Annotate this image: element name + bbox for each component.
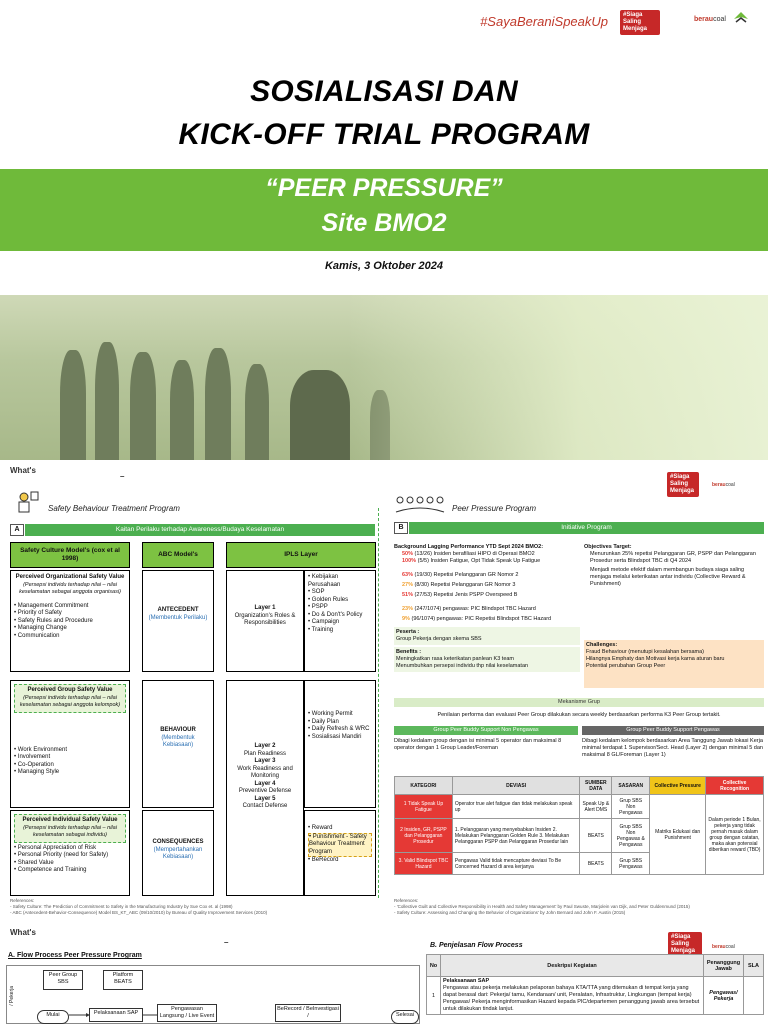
list-item: • Personal Priority (need for Safety) [14, 852, 126, 860]
nonpengawas-header: Group Peer Buddy Support Non Pengawas [394, 726, 578, 735]
list-item: • Competence and Training [14, 867, 126, 875]
list-item: • Reward [308, 825, 372, 833]
title-line-2: KICK-OFF TRIAL PROGRAM [178, 118, 590, 151]
subtitle-band [0, 169, 768, 251]
cell-sasaran: Grup SBS Pengawas [612, 853, 650, 875]
layer1-desc: Organization's Roles & Responsibilities [234, 612, 296, 626]
mulai-node: Mulai [37, 1010, 69, 1024]
org-safety-desc: (Persepsi individu terhadap nilai – nilai keselamatan sebagai anggota organisasi) [19, 581, 121, 595]
whats-label-2: What's [10, 928, 36, 937]
th-pressure: Collective Pressure [650, 777, 706, 795]
bg-pct: 27% [402, 582, 414, 588]
people-group-icon [394, 494, 446, 516]
bg-item [402, 616, 580, 623]
th-recognition: Collective Recognition [706, 777, 764, 795]
beraucoal-logo-small-2 [712, 944, 735, 950]
layer2-desc: Plan Readiness [243, 750, 287, 757]
bg-pct: 63% [402, 572, 414, 578]
bg-text: (5/5) Insiden Fatigue, Opt Tidak Speak Up Fatigue [417, 558, 541, 564]
row-title: Pelaksanaan SAP [443, 978, 490, 984]
cell-no: 1 [427, 977, 441, 1015]
bg-item [402, 592, 580, 599]
challenges-title: Challenges: [586, 642, 618, 648]
bg-pct: 23% [402, 606, 414, 612]
whats-dash-2: – [224, 938, 229, 947]
beraucoal-logo [694, 16, 726, 23]
list-item: • Daily Plan [308, 719, 372, 727]
list-item: • SOP [308, 589, 372, 597]
group-safety-value-cell [10, 680, 130, 808]
pengawas-header: Group Peer Buddy Support Pengawas [582, 726, 764, 735]
th-sla: SLA [744, 955, 764, 977]
benefits-title: Benefits : [396, 649, 422, 655]
divider-line [378, 508, 379, 898]
cell-sasaran: Grup SBS Non Pengawas & Pengawas [612, 819, 650, 853]
list-item: • Kebijakan Perusahaan [308, 574, 372, 589]
left-section-title: Safety Behaviour Treatment Program [48, 504, 180, 513]
layer3-ipls-cell [304, 810, 376, 896]
th-kategori: KATEGORI [395, 777, 453, 795]
berecord-node: BeRecord / BeInvestigasi / [275, 1004, 341, 1022]
brand-name-2: coal [713, 16, 726, 23]
siaga-badge-small-2: #Siaga Saling Menjaga [668, 932, 702, 957]
behaviour-cell [142, 680, 214, 808]
list-item: • Work Environment [14, 747, 126, 755]
cell-kategori: 3. Valid Blindspot TBC Hazard [395, 853, 453, 875]
antecedent-cell [142, 570, 214, 672]
bg-text: (19/30) Repetisi Pelanggaran GR Nomor 2 [414, 572, 519, 578]
list-item: Menurunkan 25% repetisi Pelanggaran GR, PSPP dan Pelanggaran Prosedur serta Blindspot TBC di Q4 2024 [590, 551, 756, 564]
siaga-badge-small: #Siaga Saling Menjaga [667, 472, 699, 497]
antecedent-sub: (Membentuk Perilaku) [148, 614, 208, 621]
cell-sumber: Speak Up & Alert DMS [580, 795, 612, 819]
references-left: References: - Safety Culture: The Prediction of Commitment to Safety in the Manufacturing Industry by Sue Cox et. al (1998) - ABC (Antecedent-Behavior-Consequence) Model BS_KT_ABC (09/10/2010) by Bureau of Quality Improvement Services (2010) [10, 898, 268, 915]
cell-recognition: Dalam periode 1 Bulan, pekerja yang tidak pernah masuk dalam group dengan catatan, maka akan potensial diberikan reward (TBD) [706, 795, 764, 875]
panel-a-header: Kaitan Perilaku terhadap Awareness/Budaya Keselamatan [25, 524, 375, 536]
col-ipls-layer: IPLS Layer [226, 542, 376, 568]
panel-b-label: B [394, 522, 408, 534]
list-item: • Training [308, 627, 372, 635]
mekanisme-header: Mekanisme Grup [394, 698, 764, 707]
cell-kategori: 2 Insiden, GR, PSPP dan Pelanggaran Prosedur [395, 819, 453, 853]
layer1-label: Layer 1 [254, 605, 276, 611]
bg-text: (27/53) Repetisi Jenis PSPP Overspeed B [414, 592, 518, 598]
deviation-table [394, 776, 764, 875]
list-item: Menjadi metode efektif dalam membangun budaya siaga saling menjaga melalui keterikatan antar individu (Collective Reward & Punishment) [590, 567, 746, 587]
list-item: • Managing Style [14, 769, 126, 777]
consequences-sub: (Mempertahankan Kebiasaan) [153, 846, 203, 860]
list-item-highlight: • Punishment - Safety Behaviour Treatment Program [308, 833, 372, 858]
individual-safety-value-cell [10, 810, 130, 896]
list-item: • Personal Appreciation of Risk [14, 845, 126, 853]
layers-2-5-cell [226, 680, 304, 896]
brand-name: berau [694, 16, 714, 23]
selesai-node: Selesai [391, 1010, 419, 1024]
bg-item [402, 606, 580, 613]
top-bar [0, 0, 768, 42]
flow-diagram [6, 965, 420, 1024]
benefits-box [394, 647, 580, 672]
platform-node: Platform BEATS [103, 970, 143, 990]
cell-kategori: 1 Tidak Speak Up Fatigue [395, 795, 453, 819]
consequences-label: CONSEQUENCES [152, 839, 204, 845]
bg-list [394, 551, 580, 623]
layer5-desc: Contact Defense [242, 803, 288, 809]
beraucoal-emblem-icon [733, 9, 749, 25]
bg-pct: 100% [402, 558, 417, 564]
pelaksanaan-sap-node: Pelaksanaan SAP [89, 1008, 143, 1022]
bg-item [402, 551, 580, 558]
cell-sumber: BEATS [580, 853, 612, 875]
bg-item [402, 558, 580, 565]
table-row [427, 977, 764, 1015]
lane-label: / Pekerja [9, 986, 15, 1006]
cell-pressure: Matriks Edukasi dan Punishment [650, 795, 706, 875]
list-item: • Sosialisasi Mandiri [308, 734, 372, 742]
list-item: • Involvement [14, 754, 126, 762]
peserta-text: Group Pekerja dengan skema SBS [396, 636, 482, 642]
behaviour-label: BEHAVIOUR [160, 727, 196, 733]
bg-text: (8/30) Repetisi Pelanggaran GR Nomor 3 [414, 582, 516, 588]
group-safety-desc: (Persepsi individu terhadap nilai – nilai keselamatan sebagai anggota kelompok) [19, 694, 121, 708]
flow-title: A. Flow Process Peer Pressure Program [8, 952, 142, 959]
th-desc: Deskripsi Kegiatan [441, 955, 704, 977]
cell-pj: Pengawas/ Pekerja [704, 977, 744, 1015]
list-item: • Campaign [308, 619, 372, 627]
pengawas-desc: Dibagi kedalam kelompok berdasarkan Area Tanggung Jawab lokasi Kerja minimal terdapat 1 Supervisor/Sect. Head (Layer 2) dengan minimal 5 dan maksimal 8 GL/Foreman (Layer 1) [582, 738, 763, 758]
list-item: Meningkatkan rasa keterikatan panlean K3 team [396, 656, 515, 662]
bg-text: (13/26) Insiden berafiliasi HIPO di Operasi BMO2 [414, 551, 535, 557]
peserta-title: Peserta : [396, 629, 420, 635]
bg-title: Background Lagging Performance YTD Sept 2024 BMO2: [394, 544, 544, 550]
th-sumber: SUMBER DATA [580, 777, 612, 795]
org-safety-title: Perceived Organizational Safety Value [15, 574, 125, 580]
bg-item [402, 582, 580, 589]
group-safety-box [14, 684, 126, 713]
mekanisme-desc: Penilaian performa dan evaluasi Peer Group dilakukan secara weekly berdasarkan performa K3 Peer Group tertakit. [437, 712, 721, 718]
objectives-panel [584, 544, 764, 588]
bg-text: (247/1074) pengawas: PIC Blindspot TBC Hazard [414, 606, 536, 612]
worker-icon [14, 490, 40, 514]
workers-photo [0, 295, 768, 460]
list-item: • Communication [14, 633, 126, 641]
panel-b-header: Initiative Program [409, 522, 764, 534]
panel-a-label: A [10, 524, 24, 536]
pengawasan-node: Pengawasan Langsung / Live Event [157, 1004, 217, 1022]
brand-name-2: coal [725, 944, 735, 950]
subtitle-line-1: “PEER PRESSURE” [265, 174, 503, 202]
individual-safety-desc: (Persepsi individu terhadap nilai – nilai keselamatan sebagai individu) [23, 824, 117, 838]
list-item: • Managing Change [14, 625, 126, 633]
layer3-label: Layer 3 [254, 758, 276, 764]
list-item: • Golden Rules [308, 597, 372, 605]
list-item: • Shared Value [14, 860, 126, 868]
brand-name-2: coal [725, 482, 735, 488]
obj-title: Objectives Target: [584, 544, 632, 550]
list-item: Potential perubahan Group Peer [586, 663, 666, 669]
peserta-box [394, 627, 580, 645]
explanation-table [426, 954, 764, 1015]
table-row [395, 795, 764, 819]
row-desc: Pengawas atau pekerja melakukan pelaporan bahaya KTA/TTA yang ditemukan di tempat kerja yang dapat berasal dari: Pekerja/ tamu, Kendaraan/ unit, Peralatan, Infrastruktur, Lingkungan (tempat kerja) Pengawas/ Pekerja menginformasikan Hazard kepada PIC/departemen penanggung jawab area tersebut untuk dilakukan tindak lanjut. [443, 985, 700, 1012]
references-right: References: - 'Collective Guilt and Collective Responsibility in Health and Safety Management' by Paul Swuste, Marjolein van Dijk, and Peter Guldenmund (2015) - Safety Culture: Assessing and Changing the Behavior of Organizations' by John Bernard and John F. Austin (2015) [394, 898, 690, 915]
layer5-label: Layer 5 [254, 795, 276, 802]
layer4-desc: Preventive Defense [238, 788, 292, 794]
layer2-label: Layer 2 [254, 743, 276, 749]
challenges-panel [584, 640, 764, 688]
th-deviasi: DEVIASI [452, 777, 579, 795]
org-safety-value-cell [10, 570, 130, 672]
list-item: • Daily Refresh & WRC [308, 726, 372, 734]
consequences-cell [142, 810, 214, 896]
title-line-1: SOSIALISASI DAN [250, 75, 518, 108]
flow-arrows [67, 1010, 167, 1020]
whats-label-1: What's [10, 466, 36, 475]
antecedent-label: ANTECEDENT [157, 607, 199, 613]
list-item: • Do & Don't's Policy [308, 612, 372, 620]
beraucoal-logo-small [712, 482, 735, 488]
th-no: No [427, 955, 441, 977]
th-sasaran: SASARAN [612, 777, 650, 795]
individual-safety-box [14, 814, 126, 843]
list-item: • Management Commitment [14, 603, 126, 611]
list-item: • Co-Operation [14, 762, 126, 770]
layer1-ipls-cell [304, 570, 376, 672]
cell-deviasi: 1. Pelanggaran yang menyebabkan Insiden 2. Melakukan Pelanggaran Golden Rule 3. Melakukan Pelanggaran PSPP dan Pelanggaran Prosedur lain [452, 819, 579, 853]
bg-item [402, 572, 580, 579]
list-item: Hilangnya Emphaty dan Motivasi kerja karna aturan baru [586, 656, 725, 662]
whats-dash-1: – [120, 472, 125, 481]
bg-pct: 9% [402, 616, 410, 622]
nonpengawas-desc: Dibagi kedalam group dengan isi minimal 5 operator dan maksimal 8 operator dengan 1 Group Leader/Foreman [394, 738, 562, 751]
siaga-badge: #Siaga Saling Menjaga [620, 10, 660, 35]
cell-sasaran: Grup SBS Non Pengawas [612, 795, 650, 819]
bg-pct: 51% [402, 592, 414, 598]
list-item: • PSPP [308, 604, 372, 612]
col-abc-model: ABC Model's [142, 542, 214, 568]
layer1-cell [226, 570, 304, 672]
bg-pct: 50% [402, 551, 414, 557]
layer4-label: Layer 4 [254, 780, 276, 787]
explanation-title: B. Penjelasan Flow Process [430, 942, 523, 949]
cell-sumber: BEATS [580, 819, 612, 853]
col-safety-culture: Safety Culture Model's (cox et al 1998) [10, 542, 130, 568]
individual-safety-title: Perceived Individual Safety Value [22, 817, 118, 823]
list-item: • Priority of Safety [14, 610, 126, 618]
cell-deviasi: Pengawas Valid tidak mencapture deviasi To Be Concerned Hazard di area kerjanya [452, 853, 579, 875]
list-item: Menumbuhkan persepsi individu thp nilai keselamatan [396, 663, 529, 669]
behaviour-sub: (Membentuk Kebiasaan) [161, 734, 195, 748]
subtitle-line-2: Site BMO2 [321, 209, 447, 237]
bg-text: (96/1074) pengawas: PIC Repetisi Blindspot TBC Hazard [411, 616, 552, 622]
cell-deviasi: Operator true alet fatigue dan tidak melakukan speak up [452, 795, 579, 819]
background-panel [394, 544, 580, 672]
layer3-desc: Work Readiness and Monitoring [237, 765, 293, 779]
list-item: • Safety Rules and Procedure [14, 618, 126, 626]
peer-group-node: Peer Group SBS [43, 970, 83, 990]
th-pj: Penanggung Jawab [704, 955, 744, 977]
brand-name: berau [712, 482, 726, 488]
speakup-hashtag: #SayaBeraniSpeakUp [480, 14, 608, 29]
group-safety-title: Perceived Group Safety Value [27, 687, 113, 693]
cell-desc [441, 977, 704, 1015]
list-item: Fraud Behaviour (menutupi kesalahan bersama) [586, 649, 705, 655]
cell-sla [744, 977, 764, 1015]
list-item: • Working Permit [308, 711, 372, 719]
layer2-ipls-cell [304, 680, 376, 808]
presentation-date: Kamis, 3 Oktober 2024 [324, 260, 443, 272]
list-item: • BeRecord [308, 857, 372, 865]
right-section-title: Peer Pressure Program [452, 504, 537, 513]
brand-name: berau [712, 944, 726, 950]
